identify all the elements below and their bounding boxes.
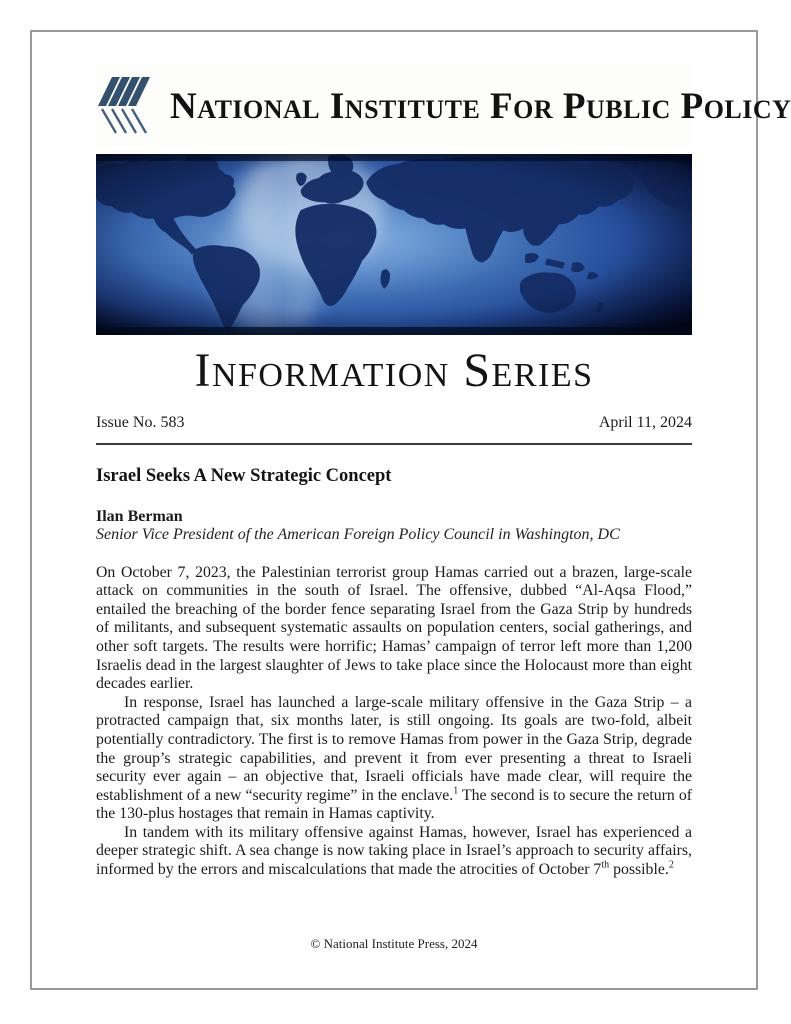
article-paragraph: In tandem with its military offensive against Hamas, however, Israel has experienced a deeper strategic shift. A sea change is now taking place in Israel’s approach to security affairs, informed by the errors and miscalculations that made the atrocities of October 7th possible.$^2$ bbox=[96, 823, 692, 879]
footnote-marker: 2 bbox=[668, 859, 674, 871]
article-author: Ilan Berman bbox=[96, 507, 183, 525]
nipp-logo-icon bbox=[96, 73, 162, 137]
issue-date: April 11, 2024 bbox=[598, 413, 692, 431]
issue-row bbox=[96, 414, 692, 432]
footnote-marker: 1 bbox=[453, 785, 459, 797]
series-title: Information Series bbox=[194, 344, 594, 397]
header-divider bbox=[96, 443, 692, 445]
page-border-frame bbox=[30, 30, 791, 990]
article-paragraph: On October 7, 2023, the Palestinian terrorist group Hamas carried out a brazen, large-scale attack on communities in the south of Israel. The offensive, dubbed “Al-Aqsa Flood,” entailed the breaching of the border fence separating Israel from the Gaza Strip by hundreds of militants, and subsequent systematic assaults on population centers, social gatherings, and other soft targets. The results were horrific; Hamas’ campaign of terror left more than 1,200 Israelis dead in the largest slaughter of Jews to take place since the Holocaust more than eight decades earlier. bbox=[96, 563, 692, 693]
org-name: National Institute For Public Policy bbox=[170, 85, 791, 127]
article-body bbox=[96, 564, 692, 880]
issue-number: Issue No. 583 bbox=[96, 413, 185, 431]
world-map-banner bbox=[96, 154, 692, 335]
org-header bbox=[96, 64, 791, 146]
footnote-marker: th bbox=[601, 859, 610, 871]
article-title: Israel Seeks A New Strategic Concept bbox=[96, 465, 392, 486]
page-footer bbox=[32, 936, 756, 952]
article-paragraph: In response, Israel has launched a large-scale military offensive in the Gaza Strip – a protracted campaign that, six months later, is still ongoing. Its goals are two-fold, albeit potentially contradictory. The first is to remove Hamas from power in the Gaza Strip, degrade the group’s strategic capabilities, and prevent it from ever presenting a threat to Israeli security ever again – an objective that, Israeli officials have made clear, will require the establishment of a new “security regime” in the enclave.$^1$ The second is to secure the return of the 130-plus hostages that remain in Hamas captivity. bbox=[96, 693, 692, 823]
copyright-notice: © National Institute Press, 2024 bbox=[310, 936, 478, 951]
author-affiliation: Senior Vice President of the American Foreign Policy Council in Washington, DC bbox=[96, 526, 620, 544]
